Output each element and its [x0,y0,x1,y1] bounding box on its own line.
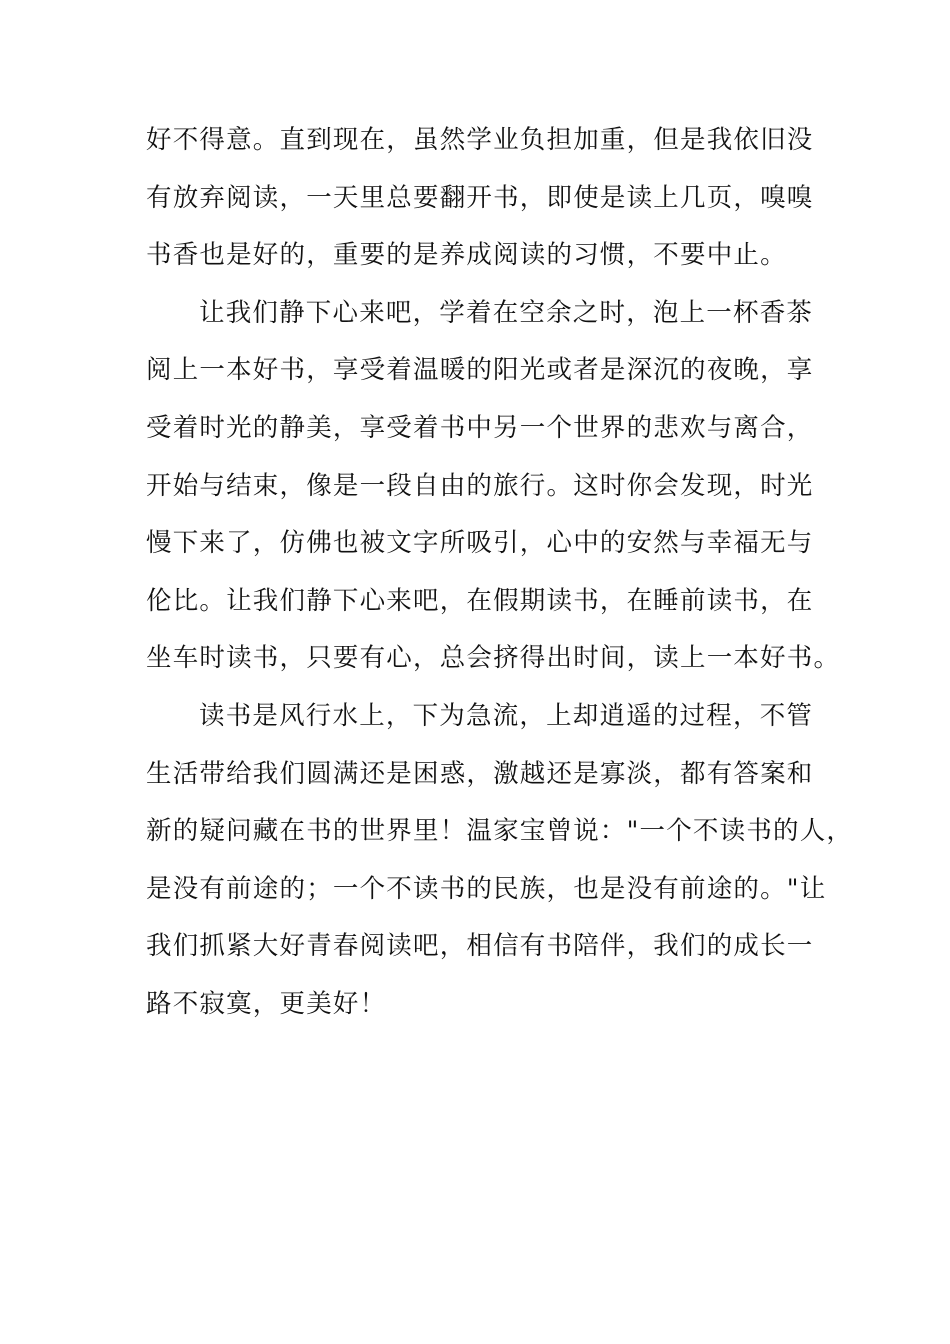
text-line: 开始与结束，像是一段自由的旅行。这时你会发现，时光 [146,470,814,501]
text-line: 路不寂寞，更美好！ [146,988,387,1019]
text-line: 我们抓紧大好青春阅读吧，相信有书陪伴，我们的成长一 [146,931,814,962]
essay-text [146,120,854,1042]
text-line: 伦比。让我们静下心来吧，在假期读书，在睡前读书，在 [146,585,814,616]
text-line: 好不得意。直到现在，虽然学业负担加重，但是我依旧没 [146,125,814,155]
text-line: 新的疑问藏在书的世界里！温家宝曾说："一个不读书的人， [146,816,854,847]
text-line: 书香也是好的，重要的是养成阅读的习惯，不要中止。 [146,240,787,271]
text-line: 受着时光的静美，享受着书中另一个世界的悲欢与离合， [146,412,814,443]
text-line: 是没有前途的；一个不读书的民族，也是没有前途的。"让 [146,873,827,904]
paragraph-start-line: 让我们静下心来吧，学着在空余之时，泡上一杯香茶 [199,297,814,328]
text-line: 有放弃阅读，一天里总要翻开书，即使是读上几页，嗅嗅 [146,182,814,213]
text-line: 生活带给我们圆满还是困惑，激越还是寡淡，都有答案和 [146,758,814,789]
text-line: 慢下来了，仿佛也被文字所吸引，心中的安然与幸福无与 [146,528,814,559]
text-line: 阅上一本好书，享受着温暖的阳光或者是深沉的夜晚，享 [146,355,814,386]
text-line: 坐车时读书，只要有心，总会挤得出时间，读上一本好书。 [146,643,841,674]
paragraph-start-line: 读书是风行水上，下为急流，上却逍遥的过程，不管 [199,700,814,731]
